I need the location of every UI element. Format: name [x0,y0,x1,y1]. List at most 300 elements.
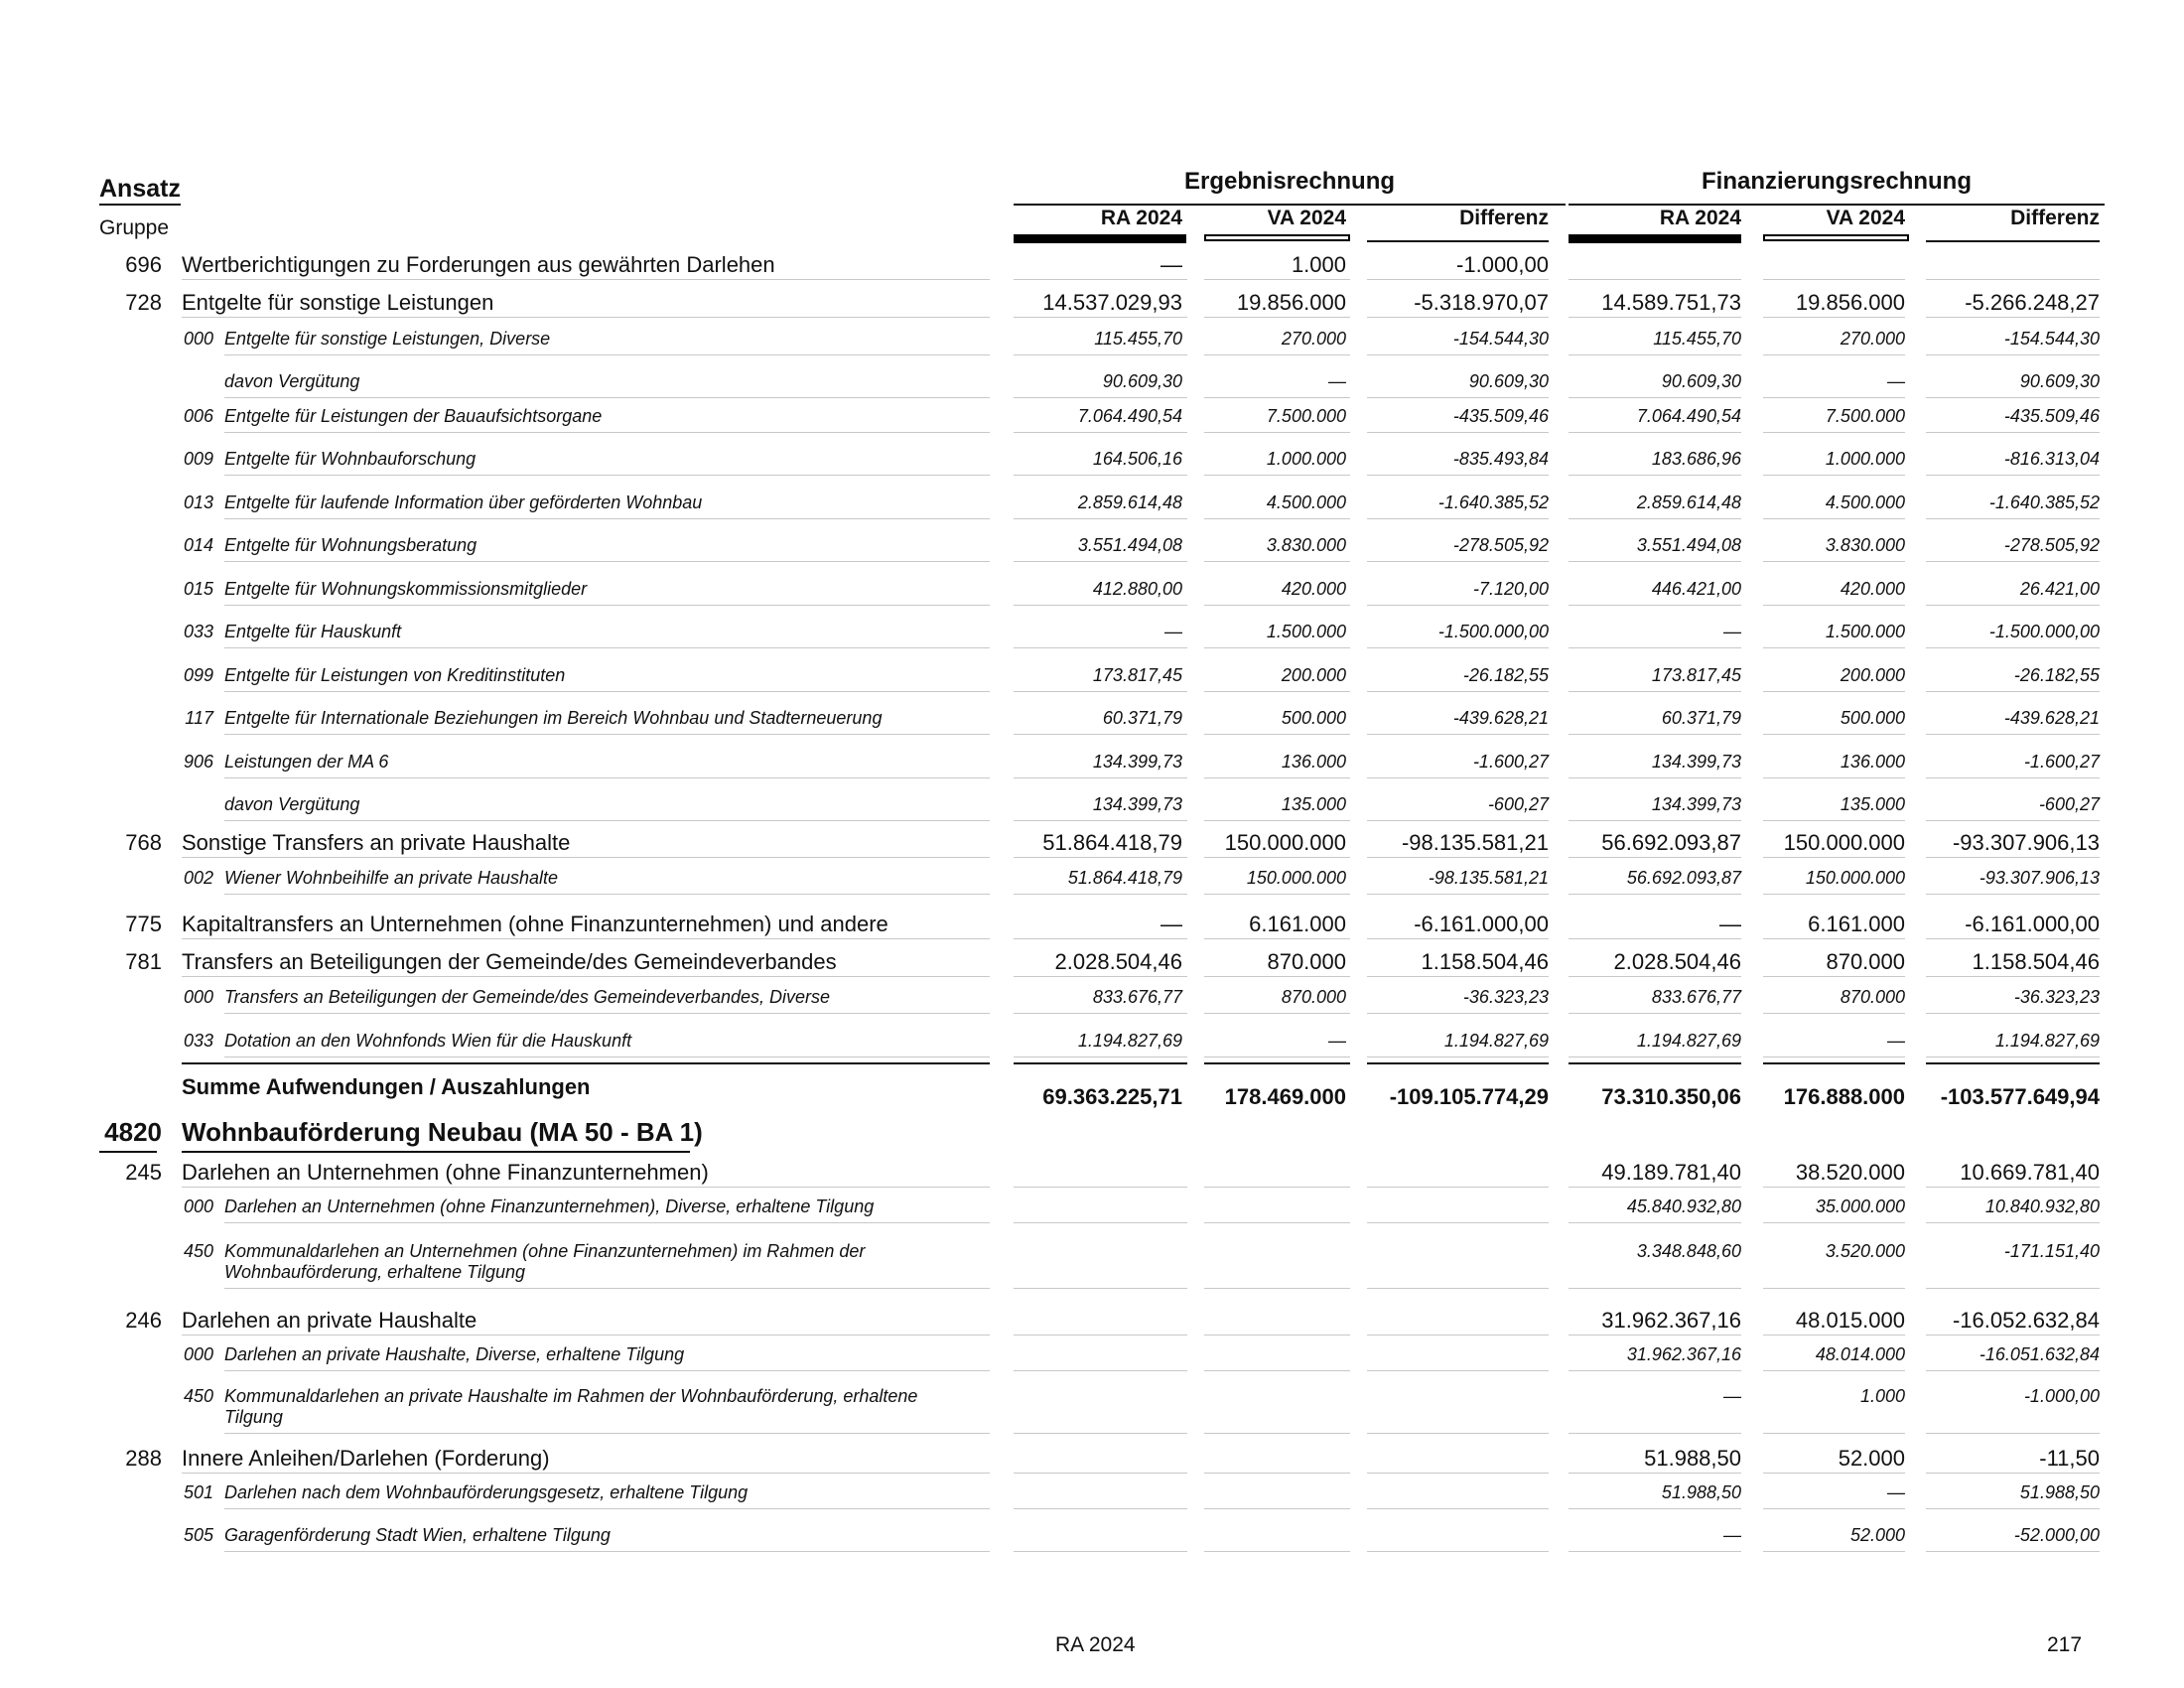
cell-rule [1763,1473,1905,1474]
cell-rule [1014,1433,1187,1434]
cell-value: -93.307.906,13 [1979,868,2100,888]
cell-rule [1569,1508,1741,1509]
cell-rule [1204,857,1350,858]
cell-rule [1763,1187,1905,1188]
cell-rule [1204,561,1350,562]
row-rule [224,432,990,433]
cell-value: -439.628,21 [1452,708,1549,728]
cell-value: 178.469.000 [1224,1084,1346,1109]
cell-value: 3.830.000 [1266,535,1346,555]
cell-rule [1204,1056,1350,1057]
row-code: 009 [183,449,213,469]
cell-rule [1926,857,2100,858]
cell-rule [1014,561,1187,562]
cell-value: 135.000 [1281,794,1346,814]
cell-value: 51.988,50 [2019,1482,2100,1502]
cell-value: 173.817,45 [1092,665,1182,685]
cell-value: 73.310.350,06 [1601,1084,1741,1109]
cell-value: 420.000 [1840,579,1905,599]
cell-rule [1014,475,1187,476]
cell-value: -278.505,92 [1452,535,1549,555]
cell-rule [1569,777,1741,778]
row-label: Kommunaldarlehen an Unternehmen (ohne Finanzunternehmen) im Rahmen der [224,1241,866,1261]
ra-marker-bar [1569,234,1741,243]
row-code: 246 [125,1308,162,1333]
cell-rule [1014,1335,1187,1336]
cell-value: -1.640.385,52 [1988,492,2100,512]
cell-rule [1367,647,1549,648]
cell-rule [1569,518,1741,519]
cell-value: 4.500.000 [1266,492,1346,512]
row-rule [182,317,990,318]
cell-value: -93.307.906,13 [1952,830,2100,855]
cell-rule [1569,938,1741,939]
cell-rule [1014,397,1187,398]
cell-rule [1926,518,2100,519]
cell-rule [1569,279,1741,280]
cell-rule [1204,1013,1350,1014]
cell-value: 136.000 [1840,752,1905,772]
cell-rule [1763,1433,1905,1434]
cell-rule [1367,518,1549,519]
cell-rule [1204,1551,1350,1552]
cell-rule [1204,1370,1350,1371]
row-label: Darlehen an Unternehmen (ohne Finanzunternehmen) [182,1160,709,1185]
cell-value: 1.194.827,69 [1636,1031,1741,1051]
cell-value: 500.000 [1281,708,1346,728]
cell-rule [1569,894,1741,895]
cell-rule [1763,857,1905,858]
cell-rule [1763,938,1905,939]
cell-rule [1014,1473,1187,1474]
page-number: 217 [2047,1633,2083,1656]
cell-rule [1569,976,1741,977]
row-label: Entgelte für Leistungen der Bauaufsichtsorgane [224,406,603,426]
cell-value: 2.859.614,48 [1077,492,1182,512]
cell-rule [1014,820,1187,821]
cell-rule [1926,1013,2100,1014]
cell-value: 270.000 [1281,329,1346,349]
cell-rule [1367,857,1549,858]
cell-rule [1204,938,1350,939]
cell-rule [1014,605,1187,606]
cell-value: -7.120,00 [1472,579,1549,599]
row-code: 000 [183,1196,213,1216]
cell-rule [1014,1056,1187,1057]
cell-rule [1367,317,1549,318]
row-label: Entgelte für Wohnungsberatung [224,535,478,555]
cell-rule [1204,976,1350,977]
row-rule [224,647,990,648]
cell-value: 6.161.000 [1249,912,1346,936]
cell-rule [1569,1433,1741,1434]
cell-rule [1926,432,2100,433]
cell-value: -11,50 [2039,1446,2100,1471]
cell-rule [1014,1370,1187,1371]
cell-rule [1014,518,1187,519]
cell-value: — [1160,912,1182,936]
cell-rule [1926,605,2100,606]
cell-rule [1763,432,1905,433]
cell-rule [1926,734,2100,735]
cell-rule [1367,475,1549,476]
cell-value: -154.544,30 [1452,329,1549,349]
cell-rule [1204,1288,1350,1289]
row-code: 775 [125,912,162,936]
cell-value: 19.856.000 [1795,290,1905,315]
cell-value: -6.161.000,00 [1965,912,2100,936]
cell-rule [1367,354,1549,355]
cell-rule [1926,354,2100,355]
cell-value: 1.000 [1859,1386,1905,1406]
cell-value: — [1719,912,1741,936]
cell-rule [1014,1551,1187,1552]
cell-rule [1926,1187,2100,1188]
cell-rule [1763,1370,1905,1371]
cell-rule [1204,475,1350,476]
cell-rule [1926,647,2100,648]
cell-rule [1763,976,1905,977]
cell-value: -26.182,55 [1462,665,1549,685]
row-label: Wertberichtigungen zu Forderungen aus gewährten Darlehen [182,252,775,277]
cell-value: 200.000 [1840,665,1905,685]
row-rule [224,820,990,821]
cell-value: 31.962.367,16 [1601,1308,1741,1333]
cell-value: — [1328,1031,1346,1051]
cell-value: — [1887,1482,1905,1502]
cell-value: 52.000 [1838,1446,1905,1471]
cell-rule [1367,1056,1549,1057]
cell-value: 134.399,73 [1651,752,1741,772]
sum-rule [1367,1062,1549,1064]
cell-value: 56.692.093,87 [1626,868,1741,888]
cell-rule [1926,279,2100,280]
row-label: Wohnbauförderung Neubau (MA 50 - BA 1) [182,1117,703,1147]
cell-value: 1.194.827,69 [1994,1031,2100,1051]
row-label: Wiener Wohnbeihilfe an private Haushalte [224,868,559,888]
cell-value: -1.600,27 [1472,752,1549,772]
row-rule [224,894,990,895]
row-label: Kapitaltransfers an Unternehmen (ohne Finanzunternehmen) und andere [182,912,888,936]
cell-rule [1569,1370,1741,1371]
cell-rule [1569,354,1741,355]
cell-rule [1569,1335,1741,1336]
cell-value: -16.051.632,84 [1979,1344,2100,1364]
cell-value: 52.000 [1849,1525,1905,1545]
cell-rule [1014,1508,1187,1509]
row-code: 288 [125,1446,162,1471]
col-ra-2024-finanzierung: RA 2024 [1659,207,1741,229]
cell-value: 7.064.490,54 [1077,406,1182,426]
cell-value: 51.864.418,79 [1067,868,1182,888]
cell-value: -278.505,92 [2003,535,2100,555]
cell-value: -1.640.385,52 [1437,492,1549,512]
cell-rule [1763,354,1905,355]
cell-rule [1569,1551,1741,1552]
cell-value: 19.856.000 [1236,290,1346,315]
cell-rule [1763,1056,1905,1057]
row-label: Entgelte für Hauskunft [224,622,402,641]
cell-rule [1763,734,1905,735]
section-code-underline [99,1151,157,1153]
cell-rule [1367,561,1549,562]
cell-rule [1569,1013,1741,1014]
cell-value: 3.348.848,60 [1636,1241,1741,1261]
cell-rule [1569,734,1741,735]
sum-rule [1763,1062,1905,1064]
cell-rule [1014,432,1187,433]
cell-value: -1.600,27 [2023,752,2100,772]
cell-value: -439.628,21 [2003,708,2100,728]
row-code: 728 [125,290,162,315]
cell-value: 45.840.932,80 [1626,1196,1741,1216]
row-label: Entgelte für Wohnungskommissionsmitglieder [224,579,588,599]
cell-value: 833.676,77 [1651,987,1741,1007]
cell-rule [1569,605,1741,606]
cell-rule [1569,820,1741,821]
row-code: 4820 [104,1117,162,1147]
cell-rule [1204,820,1350,821]
row-code: 450 [183,1386,213,1406]
cell-value: 35.000.000 [1815,1196,1905,1216]
cell-rule [1763,777,1905,778]
row-label: Garagenförderung Stadt Wien, erhaltene Tilgung [224,1525,611,1545]
row-label-continued: Wohnbauförderung, erhaltene Tilgung [224,1262,526,1282]
cell-value: — [1164,622,1182,641]
ansatz-heading: Ansatz [99,175,181,203]
cell-value: 1.158.504,46 [1421,949,1549,974]
col-va-2024-finanzierung: VA 2024 [1826,207,1905,229]
row-label: Leistungen der MA 6 [224,752,389,772]
cell-rule [1204,518,1350,519]
row-code: 696 [125,252,162,277]
cell-rule [1204,1187,1350,1188]
gruppe-heading: Gruppe [99,216,170,239]
cell-rule [1204,894,1350,895]
finanzierung-rule [1569,204,2105,206]
cell-value: 3.551.494,08 [1636,535,1741,555]
row-code: 015 [183,579,213,599]
row-code: 014 [183,535,213,555]
row-rule [224,475,990,476]
cell-value: 164.506,16 [1092,449,1182,469]
cell-rule [1926,938,2100,939]
cell-rule [1204,317,1350,318]
row-label: Entgelte für Leistungen von Kreditinstituten [224,665,566,685]
cell-value: -600,27 [1487,794,1549,814]
cell-value: -600,27 [2038,794,2100,814]
section-title-underline [182,1151,690,1153]
cell-rule [1014,354,1187,355]
cell-rule [1014,1288,1187,1289]
cell-rule [1014,1013,1187,1014]
cell-value: 14.537.029,93 [1042,290,1182,315]
cell-rule [1204,1433,1350,1434]
cell-value: -1.000,00 [2023,1386,2100,1406]
cell-rule [1204,1335,1350,1336]
cell-rule [1204,1222,1350,1223]
cell-rule [1367,777,1549,778]
cell-value: 51.988,50 [1644,1446,1741,1471]
cell-rule [1926,1335,2100,1336]
cell-rule [1569,647,1741,648]
cell-rule [1367,1187,1549,1188]
cell-rule [1763,1508,1905,1509]
cell-value: -1.500.000,00 [1988,622,2100,641]
row-rule [224,605,990,606]
row-rule [182,976,990,977]
cell-value: 10.669.781,40 [1960,1160,2100,1185]
row-rule [182,938,990,939]
cell-value: 69.363.225,71 [1042,1084,1182,1109]
cell-rule [1763,647,1905,648]
row-code: 000 [183,1344,213,1364]
cell-rule [1926,820,2100,821]
row-code: 505 [183,1525,213,1545]
cell-value: 2.859.614,48 [1636,492,1741,512]
cell-value: — [1887,371,1905,391]
row-rule [182,279,990,280]
cell-rule [1569,1288,1741,1289]
row-rule [224,561,990,562]
cell-value: -6.161.000,00 [1414,912,1549,936]
cell-value: -26.182,55 [2013,665,2100,685]
cell-rule [1367,691,1549,692]
cell-value: — [1723,1386,1741,1406]
row-label: Transfers an Beteiligungen der Gemeinde/des Gemeindeverbandes [182,949,837,974]
cell-rule [1926,1056,2100,1057]
cell-rule [1367,397,1549,398]
cell-value: 412.880,00 [1092,579,1182,599]
row-label: Transfers an Beteiligungen der Gemeinde/des Gemeindeverbandes, Diverse [224,987,831,1007]
cell-value: 134.399,73 [1092,794,1182,814]
row-code: 501 [183,1482,213,1502]
cell-rule [1204,1508,1350,1509]
cell-rule [1204,734,1350,735]
finanzierungsrechnung-heading: Finanzierungsrechnung [1701,168,1972,195]
col-differenz-ergebnis: Differenz [1459,207,1549,229]
row-code: 033 [183,622,213,641]
cell-rule [1569,1222,1741,1223]
cell-value: 833.676,77 [1092,987,1182,1007]
row-rule [224,1370,990,1371]
cell-rule [1763,317,1905,318]
cell-value: 870.000 [1840,987,1905,1007]
cell-value: 183.686,96 [1651,449,1741,469]
cell-rule [1367,976,1549,977]
cell-value: 38.520.000 [1795,1160,1905,1185]
col-va-2024-ergebnis: VA 2024 [1267,207,1346,229]
row-rule [182,1473,990,1474]
cell-rule [1926,691,2100,692]
cell-value: -435.509,46 [1452,406,1549,426]
row-rule [224,397,990,398]
ra-marker-bar [1014,234,1186,243]
cell-value: 1.158.504,46 [1972,949,2100,974]
cell-value: 150.000.000 [1783,830,1905,855]
cell-rule [1926,1551,2100,1552]
cell-rule [1204,279,1350,280]
cell-rule [1367,1508,1549,1509]
cell-rule [1763,397,1905,398]
cell-rule [1014,279,1187,280]
cell-rule [1014,777,1187,778]
cell-rule [1014,734,1187,735]
ergebnisrechnung-heading: Ergebnisrechnung [1183,168,1396,195]
row-rule [224,1056,990,1057]
cell-rule [1763,605,1905,606]
cell-value: 115.455,70 [1094,329,1182,349]
cell-value: — [1887,1031,1905,1051]
cell-value: 135.000 [1840,794,1905,814]
cell-rule [1014,857,1187,858]
row-rule [224,1288,990,1289]
cell-value: 1.500.000 [1266,622,1346,641]
cell-value: 500.000 [1840,708,1905,728]
row-code: 117 [185,708,213,728]
row-rule [182,1335,990,1336]
cell-value: 60.371,79 [1102,708,1182,728]
cell-value: 49.189.781,40 [1601,1160,1741,1185]
cell-value: 56.692.093,87 [1601,830,1741,855]
cell-rule [1014,317,1187,318]
cell-rule [1926,1222,2100,1223]
cell-value: 870.000 [1281,987,1346,1007]
cell-rule [1763,561,1905,562]
cell-rule [1367,734,1549,735]
cell-rule [1926,1433,2100,1434]
cell-value: 150.000.000 [1805,868,1905,888]
cell-rule [1763,518,1905,519]
cell-rule [1014,1222,1187,1223]
cell-rule [1569,397,1741,398]
cell-rule [1367,1370,1549,1371]
cell-rule [1763,1288,1905,1289]
row-code: 006 [183,406,213,426]
row-code: 000 [183,987,213,1007]
cell-value: 14.589.751,73 [1601,290,1741,315]
cell-rule [1367,432,1549,433]
cell-rule [1569,1187,1741,1188]
cell-value: — [1723,1525,1741,1545]
cell-rule [1367,820,1549,821]
row-code: 768 [125,830,162,855]
cell-rule [1569,432,1741,433]
sum-rule [1204,1062,1350,1064]
row-code: 000 [183,329,213,349]
cell-rule [1763,1013,1905,1014]
row-label: Entgelte für laufende Information über geförderten Wohnbau [224,492,703,512]
cell-rule [1926,894,2100,895]
row-label: Darlehen an private Haushalte, Diverse, erhaltene Tilgung [224,1344,685,1364]
cell-rule [1569,561,1741,562]
cell-rule [1926,317,2100,318]
cell-rule [1569,691,1741,692]
footer-label: RA 2024 [1055,1633,1136,1656]
cell-value: 446.421,00 [1651,579,1741,599]
cell-rule [1014,894,1187,895]
cell-value: 90.609,30 [1468,371,1549,391]
cell-value: -103.577.649,94 [1940,1084,2100,1109]
cell-rule [1204,605,1350,606]
row-rule [182,857,990,858]
cell-value: 200.000 [1281,665,1346,685]
row-code: 099 [183,665,213,685]
row-rule [224,518,990,519]
cell-rule [1367,1335,1549,1336]
cell-rule [1763,1335,1905,1336]
cell-value: -5.318.970,07 [1414,290,1549,315]
